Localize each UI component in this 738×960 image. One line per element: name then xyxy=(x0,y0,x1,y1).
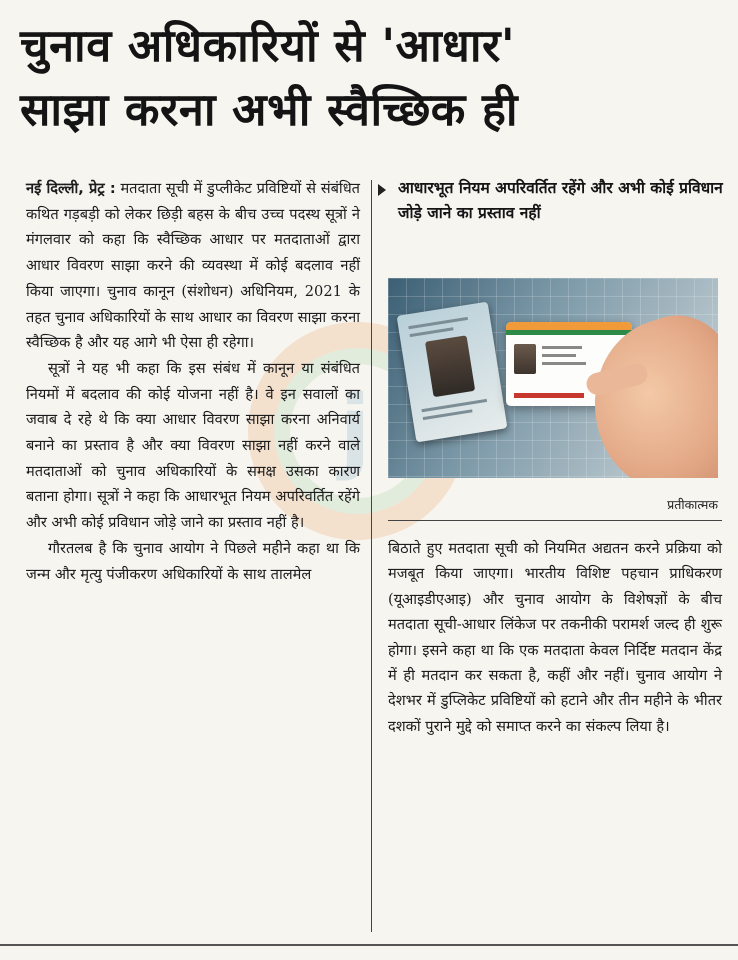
voter-id-card-image xyxy=(397,302,508,443)
headline-line-2: साझा करना अभी स्वैच्छिक ही xyxy=(20,83,519,136)
paragraph-1-text: मतदाता सूची में डुप्लीकेट प्रविष्टियों से संबंधित कथित गड़बड़ी को लेकर छिड़ी बहस के बीच उच्च पदस्थ सूत्रों ने मंगलवार को कहा कि स्वैच्छिक आधार पर मतदाताओं द्वारा आधार विवरण साझा करने की व्यवस्था में कोई बदलाव नहीं किया जाएगा। चुनाव कानून (संशोधन) अधिनियम, 2021 के तहत चुनाव अधिकारियों के साथ आधार का विवरण साझा करना स्वैच्छिक है और यह आगे भी ऐसा ही रहेगा। xyxy=(26,180,360,352)
article-right-column xyxy=(388,536,722,739)
pullquote: आधारभूत नियम अपरिवर्तित रहेंगे और अभी कोई प्रविधान जोड़े जाने का प्रस्ताव नहीं xyxy=(398,179,723,222)
column-divider xyxy=(371,180,372,932)
headline xyxy=(20,14,720,142)
caption-divider xyxy=(388,520,722,521)
article-paragraph-4: बिठाते हुए मतदाता सूची को नियमित अद्यतन करने प्रक्रिया को मजबूत किया जाएगा। भारतीय विशिष्ट पहचान प्राधिकरण (यूआइडीएआइ) और चुनाव आयोग के विशेषज्ञों के बीच मतदाता सूची-आधार लिंकेज पर तकनीकी परामर्श जल्द ही शुरू होगा। इसने कहा था कि एक मतदाता केवल निर्दिष्ट मतदान केंद्र में ही मतदान कर सकता है, कहीं और नहीं। चुनाव आयोग ने देशभर में डुप्लिकेट प्रविष्टियों को हटाने और तीन महीने के भीतर दशकों पुराने मुद्दे को समाप्त करने का संकल्प लिया है। xyxy=(388,540,722,735)
headline-line-1: चुनाव अधिकारियों से 'आधार' xyxy=(20,19,516,72)
article-photo xyxy=(388,278,718,478)
article-left-column xyxy=(26,176,360,587)
watermark-logo-icon: j xyxy=(339,376,371,483)
article-paragraph-2: सूत्रों ने यह भी कहा कि इस संबंध में कानून या संबंधित नियमों में बदलाव की कोई योजना नहीं है। वे इन सवालों का जवाब दे रहे थे कि क्या आधार विवरण साझा करना अनिवार्य बनाने का प्रस्ताव है और क्या विवरण साझा नहीं करने वाले मतदाताओं को चुनाव अधिकारियों के समक्ष उसका कारण बताना होगा। सूत्रों ने कहा कि आधारभूत नियम अपरिवर्तित रहेंगे और अभी कोई प्रविधान जोड़े जाने का प्रस्ताव नहीं है। xyxy=(26,359,360,532)
pullquote-arrow-icon xyxy=(378,184,386,196)
article-paragraph-3: गौरतलब है कि चुनाव आयोग ने पिछले महीने कहा था कि जन्म और मृत्यु पंजीकरण अधिकारियों के साथ तालमेल xyxy=(26,539,360,583)
dateline: नई दिल्ली, प्रेट्र : xyxy=(26,180,116,197)
article-paragraph-1 xyxy=(26,176,360,356)
pullquote-box xyxy=(384,176,724,226)
photo-caption: प्रतीकात्मक xyxy=(667,497,718,512)
bottom-rule xyxy=(0,944,738,946)
